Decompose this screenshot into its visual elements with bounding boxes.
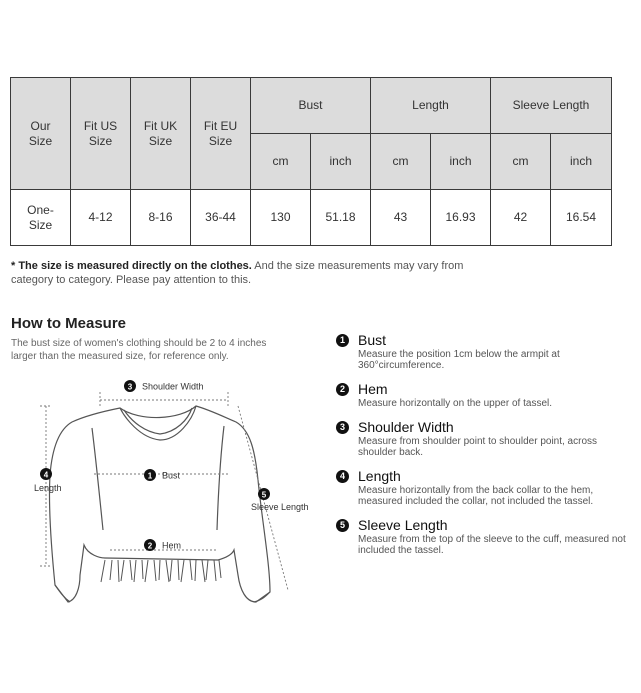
cell-fit-eu: 36-44 [191, 190, 251, 246]
cell-bust-inch: 51.18 [311, 190, 371, 246]
list-item [336, 331, 626, 371]
header-fit-eu: Fit EU Size [191, 78, 251, 190]
header-length: Length [371, 78, 491, 134]
label-bust: Bust [162, 470, 181, 481]
size-table [10, 77, 612, 246]
header-bust: Bust [251, 78, 371, 134]
cell-sleeve-inch: 16.54 [551, 190, 612, 246]
svg-text:2: 2 [147, 541, 153, 551]
cell-bust-cm: 130 [251, 190, 311, 246]
item-desc: Measure the position 1cm below the armpit at 360°circumference. [358, 349, 560, 371]
sweater-diagram [0, 370, 330, 620]
item-title: Bust [358, 332, 387, 348]
header-sleeve-inch: inch [551, 134, 612, 190]
label-hem: Hem [162, 540, 182, 551]
header-length-inch: inch [431, 134, 491, 190]
cell-our-size: One-Size [11, 190, 71, 246]
item-desc: Measure from the top of the sleeve to the cuff, measured not included the tassel. [358, 534, 626, 556]
size-note [11, 259, 481, 287]
number-badge: 1 [336, 334, 349, 347]
how-to-measure-title: How to Measure [11, 315, 127, 332]
number-badge: 3 [336, 421, 349, 434]
list-item [336, 380, 626, 409]
measure-list [336, 331, 626, 565]
svg-text:1: 1 [147, 471, 153, 481]
item-title: Hem [358, 381, 388, 397]
header-fit-us: Fit US Size [71, 78, 131, 190]
header-sleeve-length: Sleeve Length [491, 78, 612, 134]
label-sleeve: Sleeve Length [251, 502, 309, 512]
item-title: Shoulder Width [358, 419, 454, 435]
size-note-rest: And the size measurements may vary from category to category. Please pay attention to this. [11, 260, 464, 286]
header-length-cm: cm [371, 134, 431, 190]
item-title: Length [358, 468, 401, 484]
header-bust-inch: inch [311, 134, 371, 190]
header-fit-uk: Fit UK Size [131, 78, 191, 190]
list-item [336, 516, 626, 556]
list-item [336, 467, 626, 507]
how-to-measure-subtitle: The bust size of women's clothing should be 2 to 4 inches larger than the measured size, for reference only. [11, 338, 267, 362]
number-badge: 5 [336, 519, 349, 532]
label-shoulder: Shoulder Width [142, 381, 204, 392]
table-row [11, 190, 612, 246]
size-note-bold: * The size is measured directly on the clothes. [11, 260, 252, 272]
number-badge: 4 [336, 470, 349, 483]
cell-fit-us: 4-12 [71, 190, 131, 246]
item-desc: Measure horizontally on the upper of tassel. [358, 398, 552, 409]
cell-sleeve-cm: 42 [491, 190, 551, 246]
item-desc: Measure from shoulder point to shoulder point, across shoulder back. [358, 436, 598, 458]
item-title: Sleeve Length [358, 517, 448, 533]
number-badge: 2 [336, 383, 349, 396]
item-desc: Measure horizontally from the back collar to the hem, measured included the collar, not included the tassel. [358, 485, 594, 507]
cell-length-inch: 16.93 [431, 190, 491, 246]
list-item [336, 418, 626, 458]
header-bust-cm: cm [251, 134, 311, 190]
svg-text:4: 4 [43, 470, 49, 480]
svg-text:5: 5 [261, 490, 267, 500]
header-our-size: Our Size [11, 78, 71, 190]
cell-length-cm: 43 [371, 190, 431, 246]
label-length: Length [34, 483, 62, 493]
header-sleeve-cm: cm [491, 134, 551, 190]
cell-fit-uk: 8-16 [131, 190, 191, 246]
svg-text:3: 3 [127, 382, 133, 392]
